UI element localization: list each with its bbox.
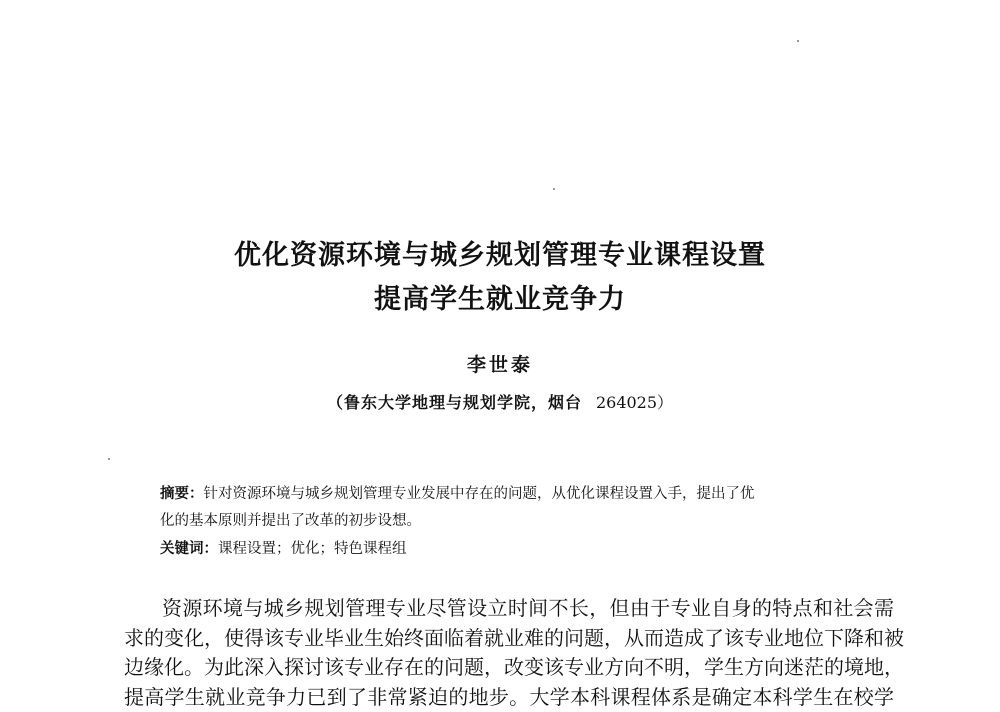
author-name: 李世泰 <box>0 352 1000 378</box>
body-line: 边缘化。为此深入探讨该专业存在的问题，改变该专业方向不明，学生方向迷茫的境地， <box>124 653 894 683</box>
abstract-label: 摘要： <box>160 486 204 502</box>
scan-speck <box>108 458 110 460</box>
body-paragraph <box>124 594 894 712</box>
affiliation-text: （鲁东大学地理与规划学院，烟台 <box>327 393 582 412</box>
abstract-line-1 <box>160 481 860 508</box>
abstract-text-1: 针对资源环境与城乡规划管理专业发展中存在的问题，从优化课程设置入手，提出了优 <box>204 486 755 502</box>
scan-speck <box>797 40 799 42</box>
abstract-line-2: 化的基本原则并提出了改革的初步设想。 <box>160 508 860 535</box>
body-line: 资源环境与城乡规划管理专业尽管设立时间不长，但由于专业自身的特点和社会需 <box>124 594 894 624</box>
abstract <box>160 481 860 535</box>
scan-speck <box>553 188 555 190</box>
affiliation-postcode: 264025） <box>596 393 673 412</box>
keywords-label: 关键词： <box>160 541 218 557</box>
paper-title-line-2: 提高学生就业竞争力 <box>0 280 1000 320</box>
keywords <box>160 536 860 563</box>
author-affiliation <box>0 391 1000 415</box>
body-line: 求的变化，使得该专业毕业生始终面临着就业难的问题，从而造成了该专业地位下降和被 <box>124 624 894 654</box>
paper-title-line-1: 优化资源环境与城乡规划管理专业课程设置 <box>0 236 1000 276</box>
body-line: 提高学生就业竞争力已到了非常紧迫的地步。大学本科课程体系是确定本科学生在校学 <box>124 683 894 712</box>
keywords-text: 课程设置；优化；特色课程组 <box>218 541 407 557</box>
